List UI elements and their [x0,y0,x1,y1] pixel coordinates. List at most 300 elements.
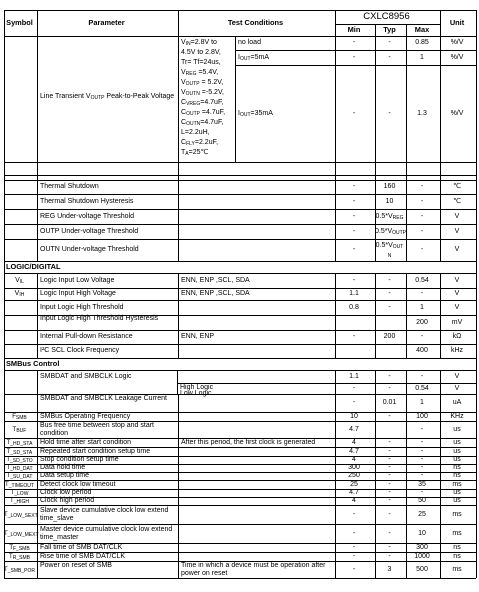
table-rule [4,344,5,358]
symbol-text: T [6,473,11,479]
logic-param-text: Logic Input Low Voltage [40,276,115,284]
value-unit-text: %/V [450,39,464,46]
value-unit [440,319,474,327]
value-unit-text: ns [453,472,461,479]
table-rule [406,162,407,180]
line-transient-param-suffix: Peak-to-Peak Voltage [104,93,175,100]
value-typ [375,399,404,407]
symbol-subscript: _SD_STO [9,458,33,464]
value-max-text: 10 [418,529,426,537]
value-unit-text: V [454,384,460,392]
value-unit [440,246,474,254]
timing-param-text: Repeated start condition setup time [40,447,151,455]
table-rule [476,261,477,273]
table-rule [178,394,179,412]
line-transient-condition [181,99,233,108]
symbol-text: T [6,439,11,446]
symbol-subscript: _SD_STA [10,449,33,456]
symbol-text: T [4,530,8,537]
value-unit [440,426,474,434]
table-rule [37,162,38,180]
table-rule [476,36,477,162]
value-min [335,530,373,538]
value-max [406,511,438,519]
table-rule [335,344,336,358]
value-typ [375,227,407,237]
line-transient-subcondition [238,39,333,47]
symbol [4,511,38,520]
table-rule [37,464,38,472]
value-unit [440,472,474,480]
value-max [406,448,438,456]
value-unit-text: %/V [450,109,464,117]
header-test-conditions-text: Test Conditions [227,18,284,27]
line-transient-condition-suffix: =2.2uF, [194,139,219,146]
value-unit [440,399,474,407]
line-transient-condition-text: C [181,139,187,146]
table-rule [178,239,179,261]
value-max [406,290,438,298]
value-unit [440,333,474,341]
value-min [335,304,373,312]
symbol-text: T [6,465,11,471]
table-rule [476,162,477,180]
timing-param-text: Master device cumulative clock low extend time_master [40,525,173,541]
value-min-text: 4.7 [349,447,359,455]
symbol [4,413,35,422]
value-max [406,39,438,47]
table-rule [178,552,179,561]
timing-param-text: Data hold time [40,464,86,471]
value-min-text: 1.1 [349,372,359,380]
symbol-subscript: _TIMEOUT [8,482,34,489]
value-max-text: 1000 [414,552,430,560]
value-typ-text: - [388,464,391,471]
value-typ-text: - [388,290,391,297]
timing-param [40,489,176,497]
table-rule [375,315,376,330]
value-max-text: - [420,489,424,496]
line-transient-condition-subscript: OUTN [185,91,200,97]
table-rule [178,497,179,505]
threshold-param [40,246,176,254]
value-min-text: - [352,53,356,61]
value-max [406,385,438,393]
value-max [406,456,438,464]
value-unit [440,448,474,456]
value-min-text: - [352,565,356,573]
line-transient-subcondition-subscript: OUT [239,55,251,62]
line-transient-condition-text: V [181,79,186,86]
value-typ [375,481,404,489]
value-typ-text: 3 [387,565,392,573]
value-min [335,213,373,221]
value-min-text: 300 [348,464,360,471]
value-typ [375,54,404,62]
value-min-text: - [352,246,356,253]
threshold-param [40,183,176,191]
value-max-text: 1 [420,399,424,406]
table-rule [4,209,5,224]
symbol [4,530,39,539]
value-max [406,472,438,480]
line-transient-condition-subscript: OUTP [185,81,200,87]
timing-param-text: Clock high period [40,497,95,504]
smbus-low-logic-label-text: Low Logic [180,390,212,397]
value-min [335,456,373,464]
value-typ [375,464,404,472]
value-max-text: 0.54 [415,384,429,392]
table-rule [235,36,236,162]
table-rule [178,561,179,578]
smbus-high-logic-label-text: High Logic [180,384,214,391]
spec-table [4,10,476,588]
value-unit [440,110,474,118]
value-unit [440,553,474,561]
table-rule [4,261,476,262]
table-rule [178,162,179,180]
line-transient-condition-subscript: VREG [186,101,201,107]
table-rule [37,194,38,209]
value-typ [375,242,404,251]
value-min-text: 4.7 [349,489,359,496]
table-rule [4,358,476,359]
table-rule [476,358,477,370]
value-min-text: - [352,276,356,284]
table-rule [476,552,477,561]
value-unit [440,373,474,381]
line-transient-condition-text: C [181,109,187,116]
value-max [406,399,438,407]
timing-param [40,439,176,447]
timing-param [40,413,176,421]
logic-param-text: Internal Pull-down Resistance [40,333,133,340]
value-min [335,198,373,206]
line-transient-condition [181,79,233,88]
timing-param [40,448,176,456]
value-max-text: - [420,447,424,455]
logic-condition [181,290,333,298]
table-rule [178,209,179,224]
table-rule [37,180,38,194]
line-transient-condition [181,139,233,148]
header-device [335,12,438,22]
value-max [406,246,438,254]
value-typ [375,566,404,574]
value-max [406,464,438,472]
table-rule [476,561,477,578]
table-rule [178,412,179,421]
value-max-text: 1 [420,53,424,61]
value-min [335,228,373,236]
value-unit-text: V [454,276,460,284]
value-unit [440,213,474,221]
value-typ-text: 200 [383,333,396,340]
table-rule [476,505,477,524]
value-unit [440,228,474,236]
threshold-param [40,198,176,206]
header-min-text: Min [347,25,361,34]
value-min-text: - [352,109,356,117]
value-max [406,110,438,118]
value-typ [375,213,404,222]
table-rule [375,344,376,358]
value-min [335,333,373,341]
value-typ [375,530,404,538]
value-unit [440,304,474,312]
table-rule [4,578,476,579]
value-max [406,481,438,489]
value-max-text: - [420,212,424,220]
value-min-text: - [352,197,356,205]
symbol [4,439,35,448]
smbus-leakage-param-text: SMBDAT and SMBCLK Leakage Current [40,395,167,402]
line-transient-condition [181,129,233,137]
value-max [406,304,438,312]
symbol-text: T [5,481,9,488]
header-min [335,26,373,34]
header-unit-text: Unit [449,18,465,27]
value-unit-text: ℃ [453,183,461,190]
line-transient-condition-suffix: =4.7uF, [200,99,224,106]
value-max-text: 1 [420,303,424,311]
value-unit-text: us [453,497,461,504]
value-max-text: - [420,464,424,471]
header-unit [440,19,474,27]
value-max-text: - [420,227,424,235]
line-transient-condition-suffix: =4.7uF, [200,119,224,126]
value-max-text: 100 [416,412,428,420]
value-max-text: - [420,472,424,479]
table-rule [37,472,38,480]
table-rule [37,209,38,224]
timing-param [40,422,176,438]
table-rule [476,489,477,497]
value-unit-text: ms [452,510,462,518]
line-transient-condition [181,89,233,98]
value-min [335,544,373,552]
line-transient-condition-suffix: =25℃ [188,149,209,156]
table-rule [37,300,38,315]
value-min [335,566,373,574]
table-rule [4,224,5,239]
value-typ-text: - [388,497,391,504]
table-rule [4,261,5,273]
timing-param [40,464,176,472]
value-unit-text: V [454,372,460,380]
value-min [335,439,373,447]
value-min [335,413,373,421]
table-rule [476,330,477,344]
table-rule [178,447,179,456]
value-min [335,110,373,118]
value-min [335,277,373,285]
table-rule [178,524,179,543]
symbol-subscript: SMB [15,414,27,421]
table-rule [235,65,476,66]
threshold-param-text: Thermal Shutdown Hysteresis [40,197,134,205]
symbol-subscript: IH [19,292,25,298]
value-max-text: 1.3 [417,109,427,117]
value-unit-text: us [453,425,461,433]
value-typ [375,198,404,206]
line-transient-condition-suffix: =-5.2V, [199,89,224,96]
line-transient-condition-subscript: IN [185,41,191,47]
value-max [406,489,438,497]
value-max-text: - [420,425,424,433]
table-rule [178,194,179,209]
table-rule [4,300,5,315]
value-min [335,373,373,381]
line-transient-param [40,93,176,102]
line-transient-condition-text: V [181,89,186,96]
value-max [406,277,438,285]
value-unit-text: us [453,447,461,455]
value-unit-text: kHz [450,347,464,354]
header-parameter-text: Parameter [88,18,125,27]
logic-condition-text: ENN, ENP ,SCL, SDA [181,276,250,284]
timing-param-text: Detect clock low timeout [40,480,116,488]
value-typ-text: - [388,480,391,488]
section-logic-digital-text: LOGIC/DIGITAL [6,262,61,271]
table-rule [476,524,477,543]
value-max-text: 500 [416,565,428,573]
symbol [4,544,35,553]
timing-param [40,526,176,542]
value-unit [440,497,474,505]
logic-param [40,315,176,323]
line-transient-param-subscript: OUTP [90,95,105,101]
header-device-text: CXLC8956 [363,11,410,22]
symbol-text: T [12,426,17,433]
value-unit [440,277,474,285]
line-transient-condition [181,69,233,78]
value-typ-text: 0.01 [382,399,397,406]
value-min-text: - [352,399,356,406]
value-typ-text: - [388,384,391,392]
value-min-text: - [352,384,356,392]
value-typ-text: - [388,472,391,479]
value-max-text: 300 [416,543,428,551]
value-min-text: 4 [352,456,356,463]
value-unit-text: KHz [450,412,464,420]
line-transient-condition [181,49,233,57]
header-typ-text: Typ [383,25,396,34]
value-max [406,566,438,574]
table-rule [476,456,477,464]
value-max [406,544,438,552]
symbol-text: V [15,276,20,284]
value-min-text: 4.7 [349,425,359,433]
logic-param-text: I²C SCL Clock Frequency [40,347,120,354]
value-typ [375,277,404,285]
value-min [335,54,373,62]
value-max [406,426,438,434]
value-min [335,464,373,472]
header-max [406,26,438,34]
value-min-text: - [352,552,356,560]
symbol-text: T [4,511,8,518]
symbol-text: T [4,566,8,573]
value-max-text: - [420,438,424,446]
logic-param-text: Logic Input High Voltage [40,290,116,297]
table-rule [476,464,477,472]
symbol-subscript: R_SMB [12,554,30,561]
symbol-text: T [10,490,15,496]
line-transient-subcondition-subscript: OUT [239,111,251,118]
value-typ-text: - [388,552,391,560]
value-max-text: - [420,246,424,253]
line-transient-condition-subscript: OUTP [186,111,200,117]
symbol-text: T [6,457,10,463]
symbol [4,497,35,506]
table-rule [178,472,179,480]
table-rule [178,421,179,438]
logic-param [40,277,176,285]
table-rule [178,36,179,162]
value-max-text: - [420,290,424,297]
threshold-param [40,228,176,236]
value-unit-text: V [454,303,460,311]
table-rule [4,36,5,162]
value-unit [440,544,474,552]
header-symbol [4,19,35,27]
table-rule [37,497,38,505]
value-typ [375,413,404,421]
value-max-text: 0.54 [415,276,429,284]
timing-param [40,553,176,561]
value-unit-text: uA [452,399,462,406]
value-min [335,385,373,393]
table-rule [178,489,179,497]
symbol-subscript: _HD_DAT [10,466,33,472]
value-unit-text: ns [453,464,461,471]
table-rule [37,421,38,438]
value-typ [375,489,404,497]
value-typ-text: 10 [385,197,394,205]
symbol-text: T [9,544,13,551]
value-min [335,448,373,456]
table-rule [37,438,38,447]
line-transient-condition-subscript: A [185,151,189,157]
logic-condition-text: ENN, ENP ,SCL, SDA [181,290,250,297]
table-rule [37,370,38,394]
timing-param-text: Data setup time [40,472,90,479]
logic-condition [181,277,333,285]
timing-param-text: Rise time of SMB DAT/CLK [40,552,126,560]
timing-param-text: Power on reset of SMB [40,561,112,569]
value-max-text: 200 [416,318,428,326]
value-max [406,198,438,206]
table-rule [476,412,477,421]
symbol-subscript: _SMB_POR [7,567,35,574]
timing-param [40,544,176,552]
table-rule [476,224,477,239]
value-max [406,228,438,236]
smbus-leakage-param [40,395,176,403]
line-transient-condition [181,109,233,118]
timing-param [40,456,176,464]
timing-param [40,507,176,523]
value-unit-text: V [454,227,460,235]
symbol [4,426,35,435]
logic-condition [181,333,333,341]
line-transient-condition-subscript: OUTN [186,121,201,127]
table-rule [37,239,38,261]
value-unit-text: ms [452,480,462,488]
section-smbus-control [6,360,474,368]
line-transient-condition-text: C [181,119,187,126]
